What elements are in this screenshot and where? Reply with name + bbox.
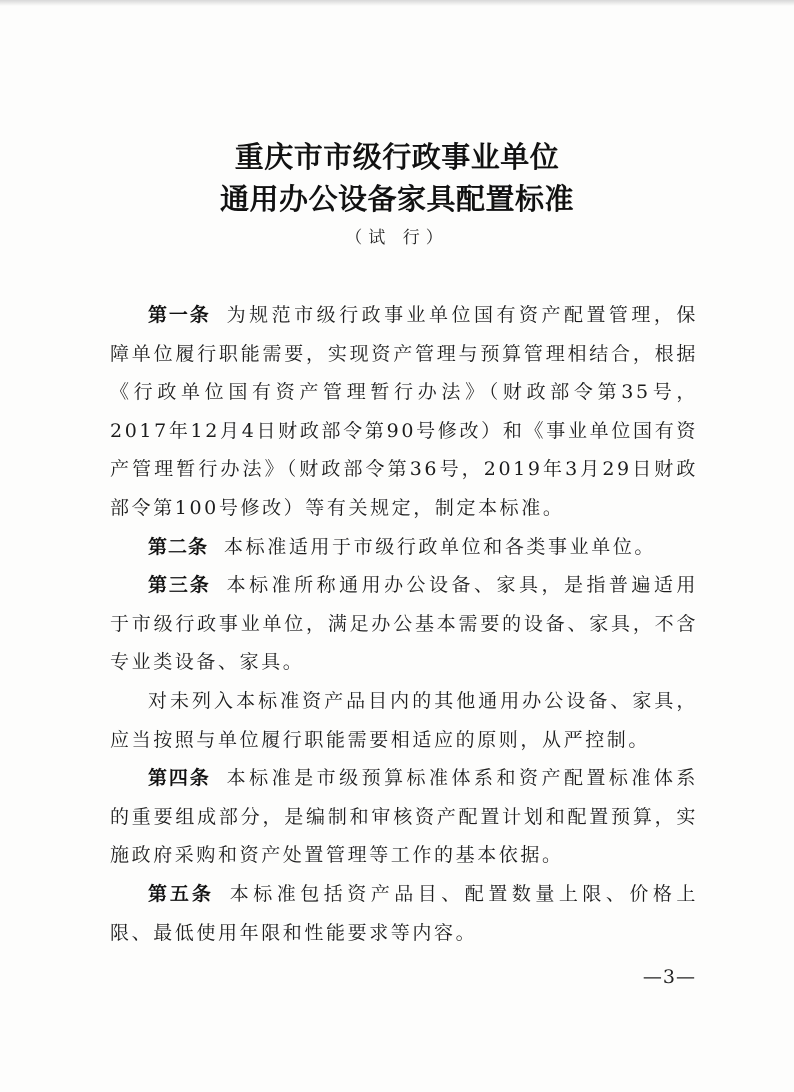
article-1 — [110, 296, 698, 528]
document-title-line-1: 重庆市市级行政事业单位 — [234, 140, 560, 174]
article-3-continuation — [110, 682, 698, 759]
article-4 — [110, 759, 698, 875]
article-text: 本标准包括资产品目、配置数量上限、价格上限、最低使用年限和性能要求等内容。 — [110, 882, 698, 944]
article-text: 为规范市级行政事业单位国有资产配置管理，保障单位履行职能需要，实现资产管理与预算管理相结合，根据《行政单位国有资产管理暂行办法》（财政部令第35号，2017年12月4日财政部令第90号修改）和《事业单位国有资产管理暂行办法》（财政部令第36号，2019年3月29日财政部令第100号修改）等有关规定，制定本标准。 — [110, 304, 698, 519]
scan-edge — [0, 0, 794, 6]
article-5 — [110, 875, 698, 952]
document-subtitle: （试 行） — [345, 228, 449, 248]
article-text: 本标准所称通用办公设备、家具，是指普遍适用于市级行政事业单位，满足办公基本需要的设备、家具，不含专业类设备、家具。 — [110, 574, 698, 674]
article-text: 对未列入本标准资产品目内的其他通用办公设备、家具，应当按照与单位履行职能需要相适应的原则，从严控制。 — [110, 689, 698, 751]
article-text: 本标准适用于市级行政单位和各类事业单位。 — [224, 535, 657, 558]
article-label: 第五条 — [148, 882, 214, 905]
article-3 — [110, 566, 698, 682]
article-label: 第四条 — [148, 767, 211, 790]
article-text: 本标准是市级预算标准体系和资产配置标准体系的重要组成部分，是编制和审核资产配置计划和配置预算，实施政府采购和资产处置管理等工作的基本依据。 — [110, 767, 698, 867]
article-2 — [110, 528, 698, 567]
title-block — [0, 136, 794, 252]
page-number: —3— — [642, 966, 696, 988]
document-title-line-2: 通用办公设备家具配置标准 — [219, 182, 574, 216]
article-label: 第三条 — [148, 574, 211, 597]
body-text — [110, 296, 698, 952]
article-label: 第二条 — [148, 535, 209, 558]
article-label: 第一条 — [148, 304, 211, 326]
